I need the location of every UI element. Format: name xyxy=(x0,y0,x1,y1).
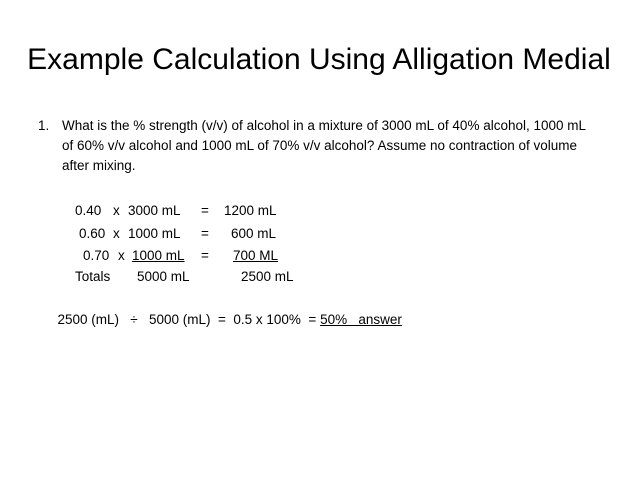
row3-operator: x xyxy=(118,248,125,263)
row1-volume: 3000 mL xyxy=(128,203,181,218)
totals-volume: 5000 mL xyxy=(137,269,190,284)
question-text: What is the % strength (v/v) of alcohol in a mixture of 3000 mL of 40% alcohol, 1000 mL of 60% v/v alcohol and 1000 mL of 70% v/v alcohol? Assume no contraction of volume after mixing. xyxy=(62,118,586,173)
row1-factor: 0.40 xyxy=(75,203,102,218)
row3-result: 700 ML xyxy=(233,248,279,263)
final-calculation xyxy=(50,290,402,330)
final-expression: 2500 (mL) ÷ 5000 (mL) = 0.5 x 100% = xyxy=(57,312,321,327)
final-answer: 50% answer xyxy=(320,312,402,327)
row3-volume: 1000 mL xyxy=(132,248,185,263)
row1-result: 1200 mL xyxy=(224,203,277,218)
row1-equals: = xyxy=(201,203,209,218)
question xyxy=(38,116,598,176)
page-title: Example Calculation Using Alligation Medial xyxy=(27,43,611,76)
row1-operator: x xyxy=(113,203,120,218)
row2-result: 600 mL xyxy=(231,226,277,241)
row2-factor: 0.60 xyxy=(79,226,106,241)
row2-equals: = xyxy=(201,226,209,241)
totals-result: 2500 mL xyxy=(241,269,294,284)
question-number: 1. xyxy=(38,118,50,133)
row2-volume: 1000 mL xyxy=(128,226,181,241)
row3-equals: = xyxy=(201,248,209,263)
row2-operator: x xyxy=(113,226,120,241)
row3-factor: 0.70 xyxy=(83,248,110,263)
totals-label: Totals xyxy=(75,269,111,284)
